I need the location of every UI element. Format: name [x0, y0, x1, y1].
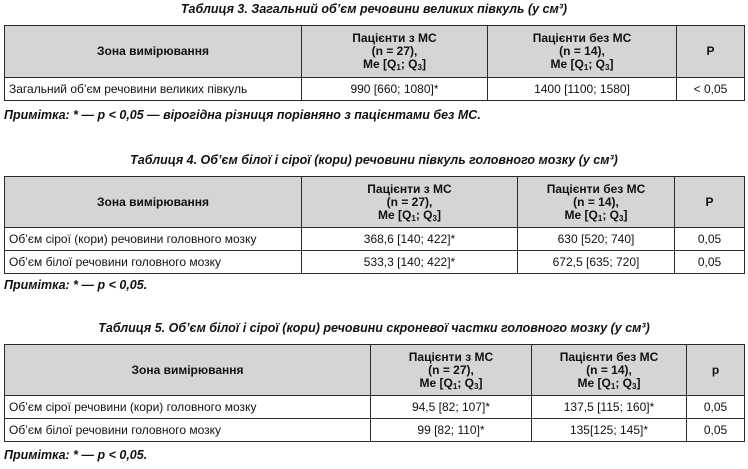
cell-ms: 990 [660; 1080]* [302, 78, 488, 101]
cell-no-ms: 1400 [1100; 1580] [488, 78, 677, 101]
table-3 [4, 25, 745, 101]
cell-p: 0,05 [687, 419, 745, 442]
cell-ms: 533,3 [140; 422]* [302, 251, 518, 274]
cell-no-ms: 630 [520; 740] [518, 228, 675, 251]
table-5-note: Примітка: * — p < 0,05. [4, 448, 148, 462]
cell-no-ms: 137,5 [115; 160]* [532, 396, 687, 419]
cell-p: 0,05 [675, 251, 745, 274]
cell-zone: Об’єм сірої речовини (кори) головного мозку [5, 396, 371, 419]
cell-zone: Об’єм сірої (кори) речовини головного мозку [5, 228, 302, 251]
header-p: p [687, 345, 745, 396]
header-patients-ms: Пацієнти з МС (n = 27), Me [$Q_1$; $Q_3$] [302, 177, 518, 228]
header-p: P [677, 26, 745, 78]
header-zone: Зона вимірювання [5, 345, 371, 396]
cell-ms: 94,5 [82; 107]* [371, 396, 532, 419]
table-4-note: Примітка: * — p < 0,05. [4, 278, 148, 292]
cell-zone: Загальний об’єм речовини великих півкуль [5, 78, 302, 101]
table-4 [4, 176, 745, 274]
table-row [5, 78, 745, 101]
cell-zone: Об’єм білої речовини головного мозку [5, 251, 302, 274]
table-row [5, 396, 745, 419]
table-5-caption: Таблиця 5. Об’єм білої і сірої (кори) речовини скроневої частки головного мозку (у см³) [98, 321, 650, 335]
cell-p: 0,05 [675, 228, 745, 251]
header-patients-ms: Пацієнти з МС (n = 27), Me [$Q_1$; $Q_3$] [371, 345, 532, 396]
table-row [5, 228, 745, 251]
cell-p: 0,05 [687, 396, 745, 419]
table-row [5, 251, 745, 274]
cell-ms: 368,6 [140; 422]* [302, 228, 518, 251]
table-row [5, 419, 745, 442]
table-4-caption: Таблиця 4. Об’єм білої і сірої (кори) речовини півкуль головного мозку (у см³) [130, 153, 618, 167]
header-patients-no-ms: Пацієнти без МС (n = 14), Me [$Q_1$; $Q_3$] [532, 345, 687, 396]
cell-no-ms: 672,5 [635; 720] [518, 251, 675, 274]
header-patients-ms: Пацієнти з МС (n = 27), Me [$Q_1$; $Q_3$] [302, 26, 488, 78]
cell-zone: Об’єм білої речовини головного мозку [5, 419, 371, 442]
table-3-note: Примітка: * — p < 0,05 — вірогідна різниця порівняно з пацієнтами без МС. [4, 108, 481, 122]
cell-p: < 0,05 [677, 78, 745, 101]
header-p: P [675, 177, 745, 228]
header-zone: Зона вимірювання [5, 177, 302, 228]
header-patients-no-ms: Пацієнти без МС (n = 14), Me [$Q_1$; $Q_3$] [488, 26, 677, 78]
table-3-caption: Таблиця 3. Загальний об’єм речовини великих півкуль (у см³) [180, 2, 568, 16]
header-patients-no-ms: Пацієнти без МС (n = 14), Me [$Q_1$; $Q_3$] [518, 177, 675, 228]
cell-no-ms: 135[125; 145]* [532, 419, 687, 442]
header-zone: Зона вимірювання [5, 26, 302, 78]
cell-ms: 99 [82; 110]* [371, 419, 532, 442]
table-5 [4, 344, 745, 442]
